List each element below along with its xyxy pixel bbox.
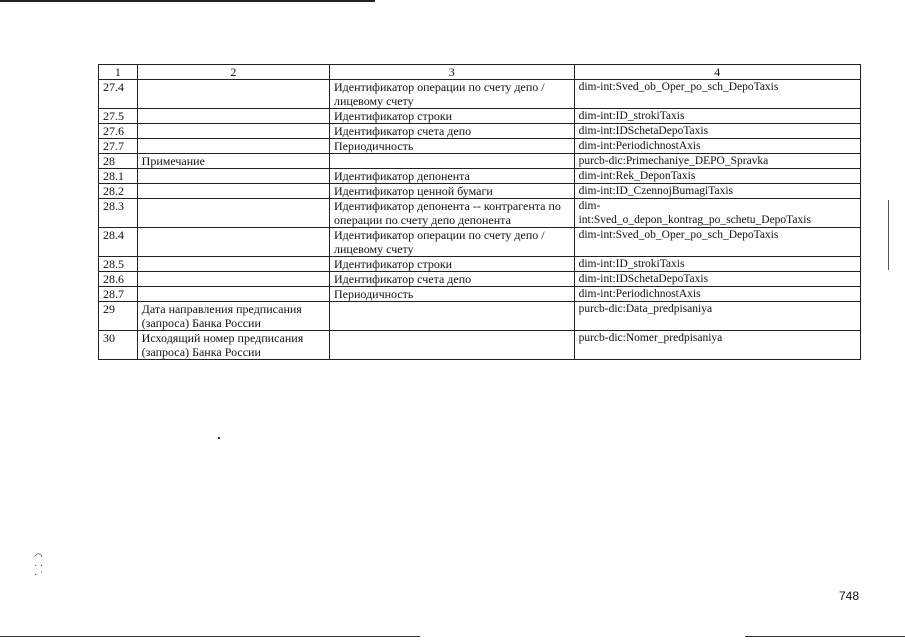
row-name	[137, 228, 329, 257]
row-number: 27.5	[99, 109, 138, 124]
row-name: Примечание	[137, 154, 329, 169]
row-name	[137, 184, 329, 199]
row-description: Идентификатор операции по счету депо / лицевому счету	[330, 228, 575, 257]
row-tag: dim-int:ID_CzennojBumagiTaxis	[574, 184, 860, 199]
row-name	[137, 287, 329, 302]
row-description: Идентификатор депонента -- контрагента по операции по счету депо депонента	[330, 199, 575, 228]
top-rule	[0, 0, 375, 2]
stray-dot	[218, 437, 220, 439]
row-name	[137, 272, 329, 287]
row-tag: dim-int:Rek_DeponTaxis	[574, 169, 860, 184]
header-col-4: 4	[574, 65, 860, 80]
bottom-rule-right	[745, 636, 905, 637]
row-name: Исходящий номер предписания (запроса) Банка России	[137, 331, 329, 360]
row-number: 28.6	[99, 272, 138, 287]
table-row	[99, 139, 861, 154]
table-row	[99, 199, 861, 228]
row-tag: dim-int:PeriodichnostAxis	[574, 139, 860, 154]
row-tag: dim- int:Sved_o_depon_kontrag_po_schetu_DepoTaxis	[574, 199, 860, 228]
row-description: Идентификатор операции по счету депо / лицевому счету	[330, 80, 575, 109]
row-number: 28.2	[99, 184, 138, 199]
row-description: Идентификатор счета депо	[330, 124, 575, 139]
row-tag: dim-int:Sved_ob_Oper_po_sch_DepoTaxis	[574, 80, 860, 109]
table-row	[99, 80, 861, 109]
row-description: Идентификатор строки	[330, 257, 575, 272]
row-number: 27.6	[99, 124, 138, 139]
row-tag: dim-int:PeriodichnostAxis	[574, 287, 860, 302]
table-row	[99, 272, 861, 287]
row-description	[330, 302, 575, 331]
header-col-2: 2	[137, 65, 329, 80]
row-tag: dim-int:ID_strokiTaxis	[574, 109, 860, 124]
row-name	[137, 109, 329, 124]
table-row	[99, 287, 861, 302]
row-name	[137, 169, 329, 184]
table-row	[99, 184, 861, 199]
right-edge-line	[888, 200, 889, 270]
margin-marks: ◠ · · · ʾ	[34, 552, 44, 581]
table-row	[99, 124, 861, 139]
header-col-1: 1	[99, 65, 138, 80]
row-number: 28.1	[99, 169, 138, 184]
table-row	[99, 257, 861, 272]
row-name	[137, 124, 329, 139]
row-tag: purcb-dic:Data_predpisaniya	[574, 302, 860, 331]
table-row	[99, 228, 861, 257]
header-col-3: 3	[330, 65, 575, 80]
row-description: Идентификатор ценной бумаги	[330, 184, 575, 199]
row-number: 29	[99, 302, 138, 331]
row-description	[330, 331, 575, 360]
row-tag: purcb-dic:Nomer_predpisaniya	[574, 331, 860, 360]
table-row	[99, 331, 861, 360]
row-tag: dim-int:Sved_ob_Oper_po_sch_DepoTaxis	[574, 228, 860, 257]
row-name: Дата направления предписания (запроса) Банка России	[137, 302, 329, 331]
row-number: 28.4	[99, 228, 138, 257]
row-name	[137, 80, 329, 109]
table-row	[99, 302, 861, 331]
row-name	[137, 257, 329, 272]
row-name	[137, 199, 329, 228]
data-table	[98, 64, 861, 360]
table-row	[99, 109, 861, 124]
row-tag: dim-int:ID_strokiTaxis	[574, 257, 860, 272]
row-name	[137, 139, 329, 154]
row-number: 27.7	[99, 139, 138, 154]
table-header-row	[99, 65, 861, 80]
row-number: 30	[99, 331, 138, 360]
row-description: Идентификатор строки	[330, 109, 575, 124]
row-number: 28.3	[99, 199, 138, 228]
bottom-rule-left	[0, 636, 420, 637]
row-description: Идентификатор счета депо	[330, 272, 575, 287]
row-description: Периодичность	[330, 287, 575, 302]
row-tag: dim-int:IDSchetaDepoTaxis	[574, 124, 860, 139]
row-description	[330, 154, 575, 169]
table-row	[99, 154, 861, 169]
row-description: Идентификатор депонента	[330, 169, 575, 184]
row-tag: purcb-dic:Primechaniye_DEPO_Spravka	[574, 154, 860, 169]
row-number: 28.7	[99, 287, 138, 302]
row-number: 27.4	[99, 80, 138, 109]
table-row	[99, 169, 861, 184]
row-number: 28.5	[99, 257, 138, 272]
row-description: Периодичность	[330, 139, 575, 154]
row-number: 28	[99, 154, 138, 169]
page-number: 748	[839, 589, 860, 603]
row-tag: dim-int:IDSchetaDepoTaxis	[574, 272, 860, 287]
